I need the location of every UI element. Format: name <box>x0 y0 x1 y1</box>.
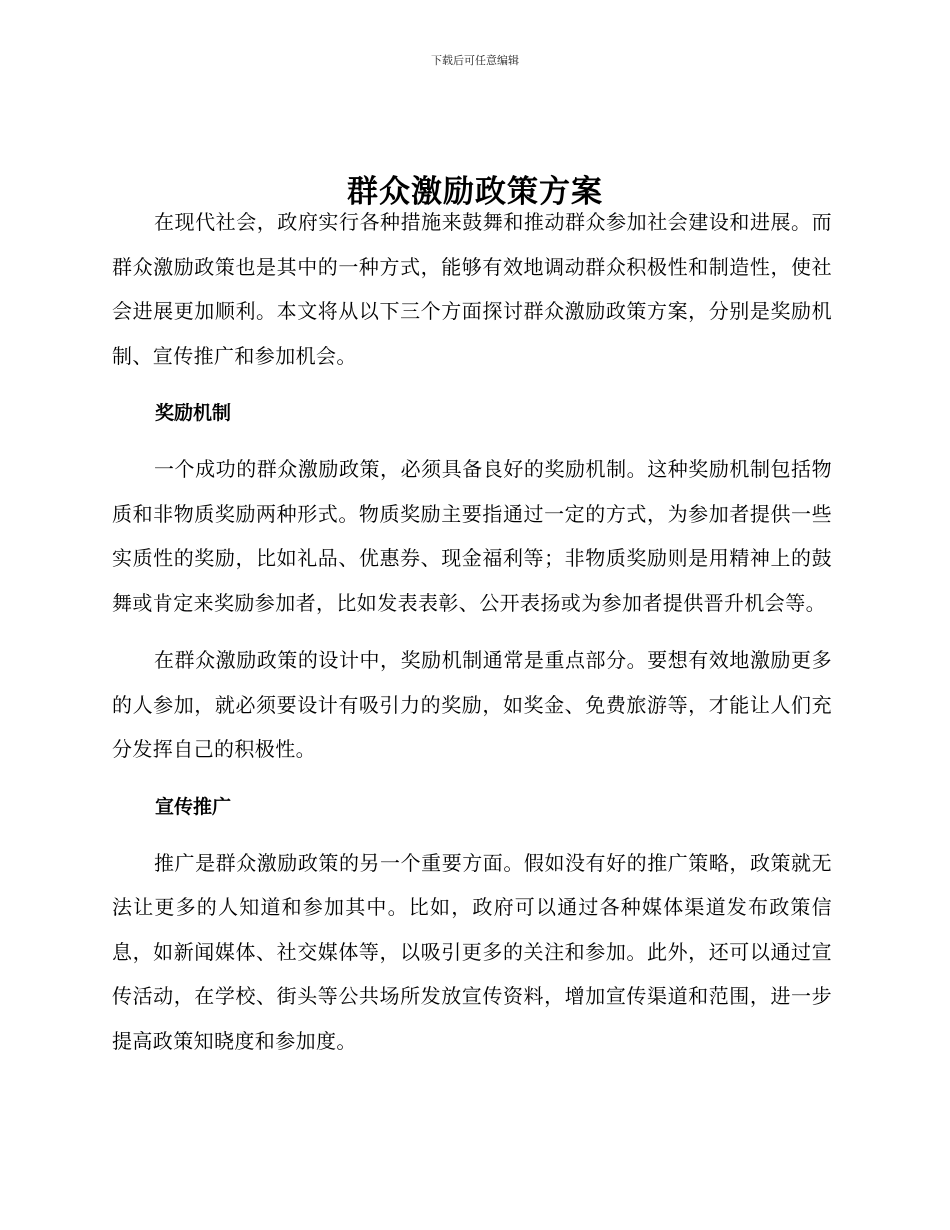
page-header-note: 下载后可任意编辑 <box>431 54 519 67</box>
intro-paragraph: 在现代社会，政府实行各种措施来鼓舞和推动群众参加社会建设和进展。而群众激励政策也是其中的一种方式，能够有效地调动群众积极性和制造性，使社会进展更加顺利。本文将从以下三个方面探讨群众激励政策方案，分别是奖励机制、宣传推广和参加机会。 <box>112 210 832 368</box>
section-paragraph: 推广是群众激励政策的另一个重要方面。假如没有好的推广策略，政策就无法让更多的人知道和参加其中。比如，政府可以通过各种媒体渠道发布政策信息，如新闻媒体、社交媒体等，以吸引更多的关注和参加。此外，还可以通过宣传活动，在学校、街头等公共场所发放宣传资料，增加宣传渠道和范围，进一步提高政策知晓度和参加度。 <box>112 850 832 1053</box>
section-paragraph: 在群众激励政策的设计中，奖励机制通常是重点部分。要想有效地激励更多的人参加，就必须要设计有吸引力的奖励，如奖金、免费旅游等，才能让人们充分发挥自己的积极性。 <box>112 648 832 761</box>
section-heading-promotion: 宣传推广 <box>155 795 232 818</box>
document-body <box>112 200 832 1063</box>
section-paragraph: 一个成功的群众激励政策，必须具备良好的奖励机制。这种奖励机制包括物质和非物质奖励两种形式。物质奖励主要指通过一定的方式，为参加者提供一些实质性的奖励，比如礼品、优惠券、现金福利等；非物质奖励则是用精神上的鼓舞或肯定来奖励参加者，比如发表表彰、公开表扬或为参加者提供晋升机会等。 <box>112 457 832 615</box>
document-title: 群众激励政策方案 <box>347 173 603 210</box>
section-heading-reward: 奖励机制 <box>155 402 232 424</box>
